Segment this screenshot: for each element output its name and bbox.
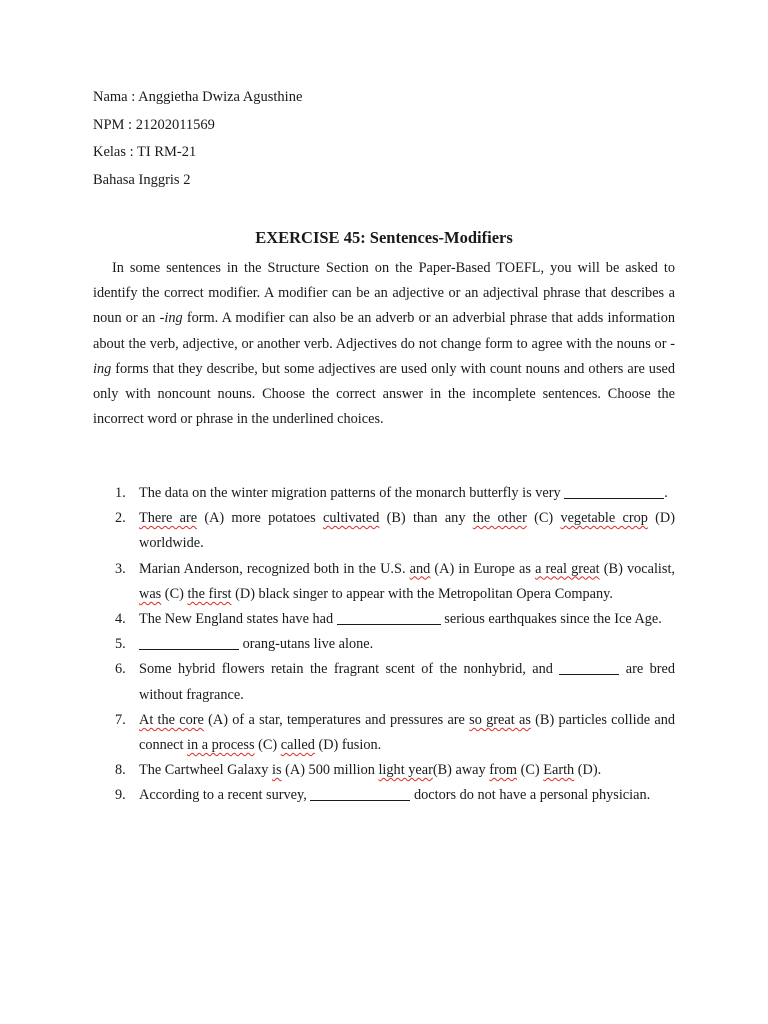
- student-name: Nama : Anggietha Dwiza Agusthine: [93, 89, 303, 105]
- underlined-choice: so great as: [469, 711, 531, 728]
- list-item: 1. The data on the winter migration patterns of the monarch butterfly is very .: [93, 481, 675, 506]
- answer-blank: [310, 785, 410, 801]
- list-item: 2. There are (A) more potatoes cultivated (B) than any the other (C) vegetable crop (D) worldwide.: [93, 506, 675, 556]
- underlined-choice: the first: [187, 585, 232, 602]
- item-number: 5.: [115, 636, 126, 653]
- underlined-choice: was: [139, 585, 162, 602]
- answer-blank: [564, 483, 664, 499]
- underlined-choice: called: [280, 737, 315, 754]
- course-name: Bahasa Inggris 2: [93, 172, 191, 188]
- item-number: 6.: [115, 661, 126, 678]
- item-number: 1.: [115, 485, 126, 501]
- list-item: 4. The New England states have had serious earthquakes since the Ice Age.: [93, 607, 675, 632]
- underlined-choice: cultivated: [322, 510, 380, 527]
- underlined-choice: in a process: [187, 737, 255, 754]
- underlined-choice: from: [489, 762, 518, 779]
- list-item: 9. According to a recent survey, doctors do not have a personal physician.: [93, 783, 675, 808]
- underlined-choice: Earth: [543, 762, 575, 779]
- list-item: 5. orang-utans live alone.: [93, 632, 675, 657]
- list-item: 8. The Cartwheel Galaxy is (A) 500 million light year(B) away from (C) Earth (D).: [93, 758, 675, 783]
- underlined-choice: a real great: [535, 560, 600, 577]
- item-number: 2.: [115, 510, 126, 527]
- question-list: [93, 481, 675, 809]
- item-number: 7.: [115, 711, 126, 728]
- item-number: 9.: [115, 787, 126, 804]
- underlined-choice: vegetable crop: [560, 510, 648, 527]
- list-item: 7. At the core (A) of a star, temperatures and pressures are so great as (B) particles collide and connect in a process (C) called (D) fusion.: [93, 708, 675, 758]
- student-class: Kelas : TI RM-21: [93, 144, 197, 160]
- list-item: 3. Marian Anderson, recognized both in the U.S. and (A) in Europe as a real great (B) vocalist, was (C) the first (D) black singer to appear with the Metropolitan Opera Company.: [93, 557, 675, 607]
- student-npm: NPM : 21202011569: [93, 117, 215, 133]
- underlined-choice: light year: [378, 762, 433, 779]
- underlined-choice: There are: [139, 510, 198, 527]
- underlined-choice: is: [272, 762, 282, 779]
- list-item: 6. Some hybrid flowers retain the fragrant scent of the nonhybrid, and are bred without fragrance.: [93, 657, 675, 707]
- answer-blank: [559, 659, 619, 675]
- intro-paragraph: In some sentences in the Structure Section on the Paper-Based TOEFL, you will be asked to identify the correct modifier. A modifier can be an adjective or an adjectival phrase that describes a noun or an -ing form. A modifier can also be an adverb or an adverbial phrase that adds information about the verb, adjective, or another verb. Adjectives do not change form to agree with the nouns or -ing forms that they describe, but some adjectives are used only with count nouns and others are used only with noncount nouns. Choose the correct answer in the incomplete sentences. Choose the incorrect word or phrase in the underlined choices.: [93, 260, 675, 428]
- item-number: 4.: [115, 611, 126, 628]
- exercise-title: EXERCISE 45: Sentences-Modifiers: [255, 228, 513, 247]
- answer-blank: [337, 609, 441, 625]
- answer-blank: [139, 634, 239, 650]
- item-number: 8.: [115, 762, 126, 779]
- underlined-choice: the other: [472, 510, 527, 527]
- underlined-choice: At the core: [139, 711, 204, 728]
- item-number: 3.: [115, 560, 126, 577]
- underlined-choice: and: [409, 560, 431, 577]
